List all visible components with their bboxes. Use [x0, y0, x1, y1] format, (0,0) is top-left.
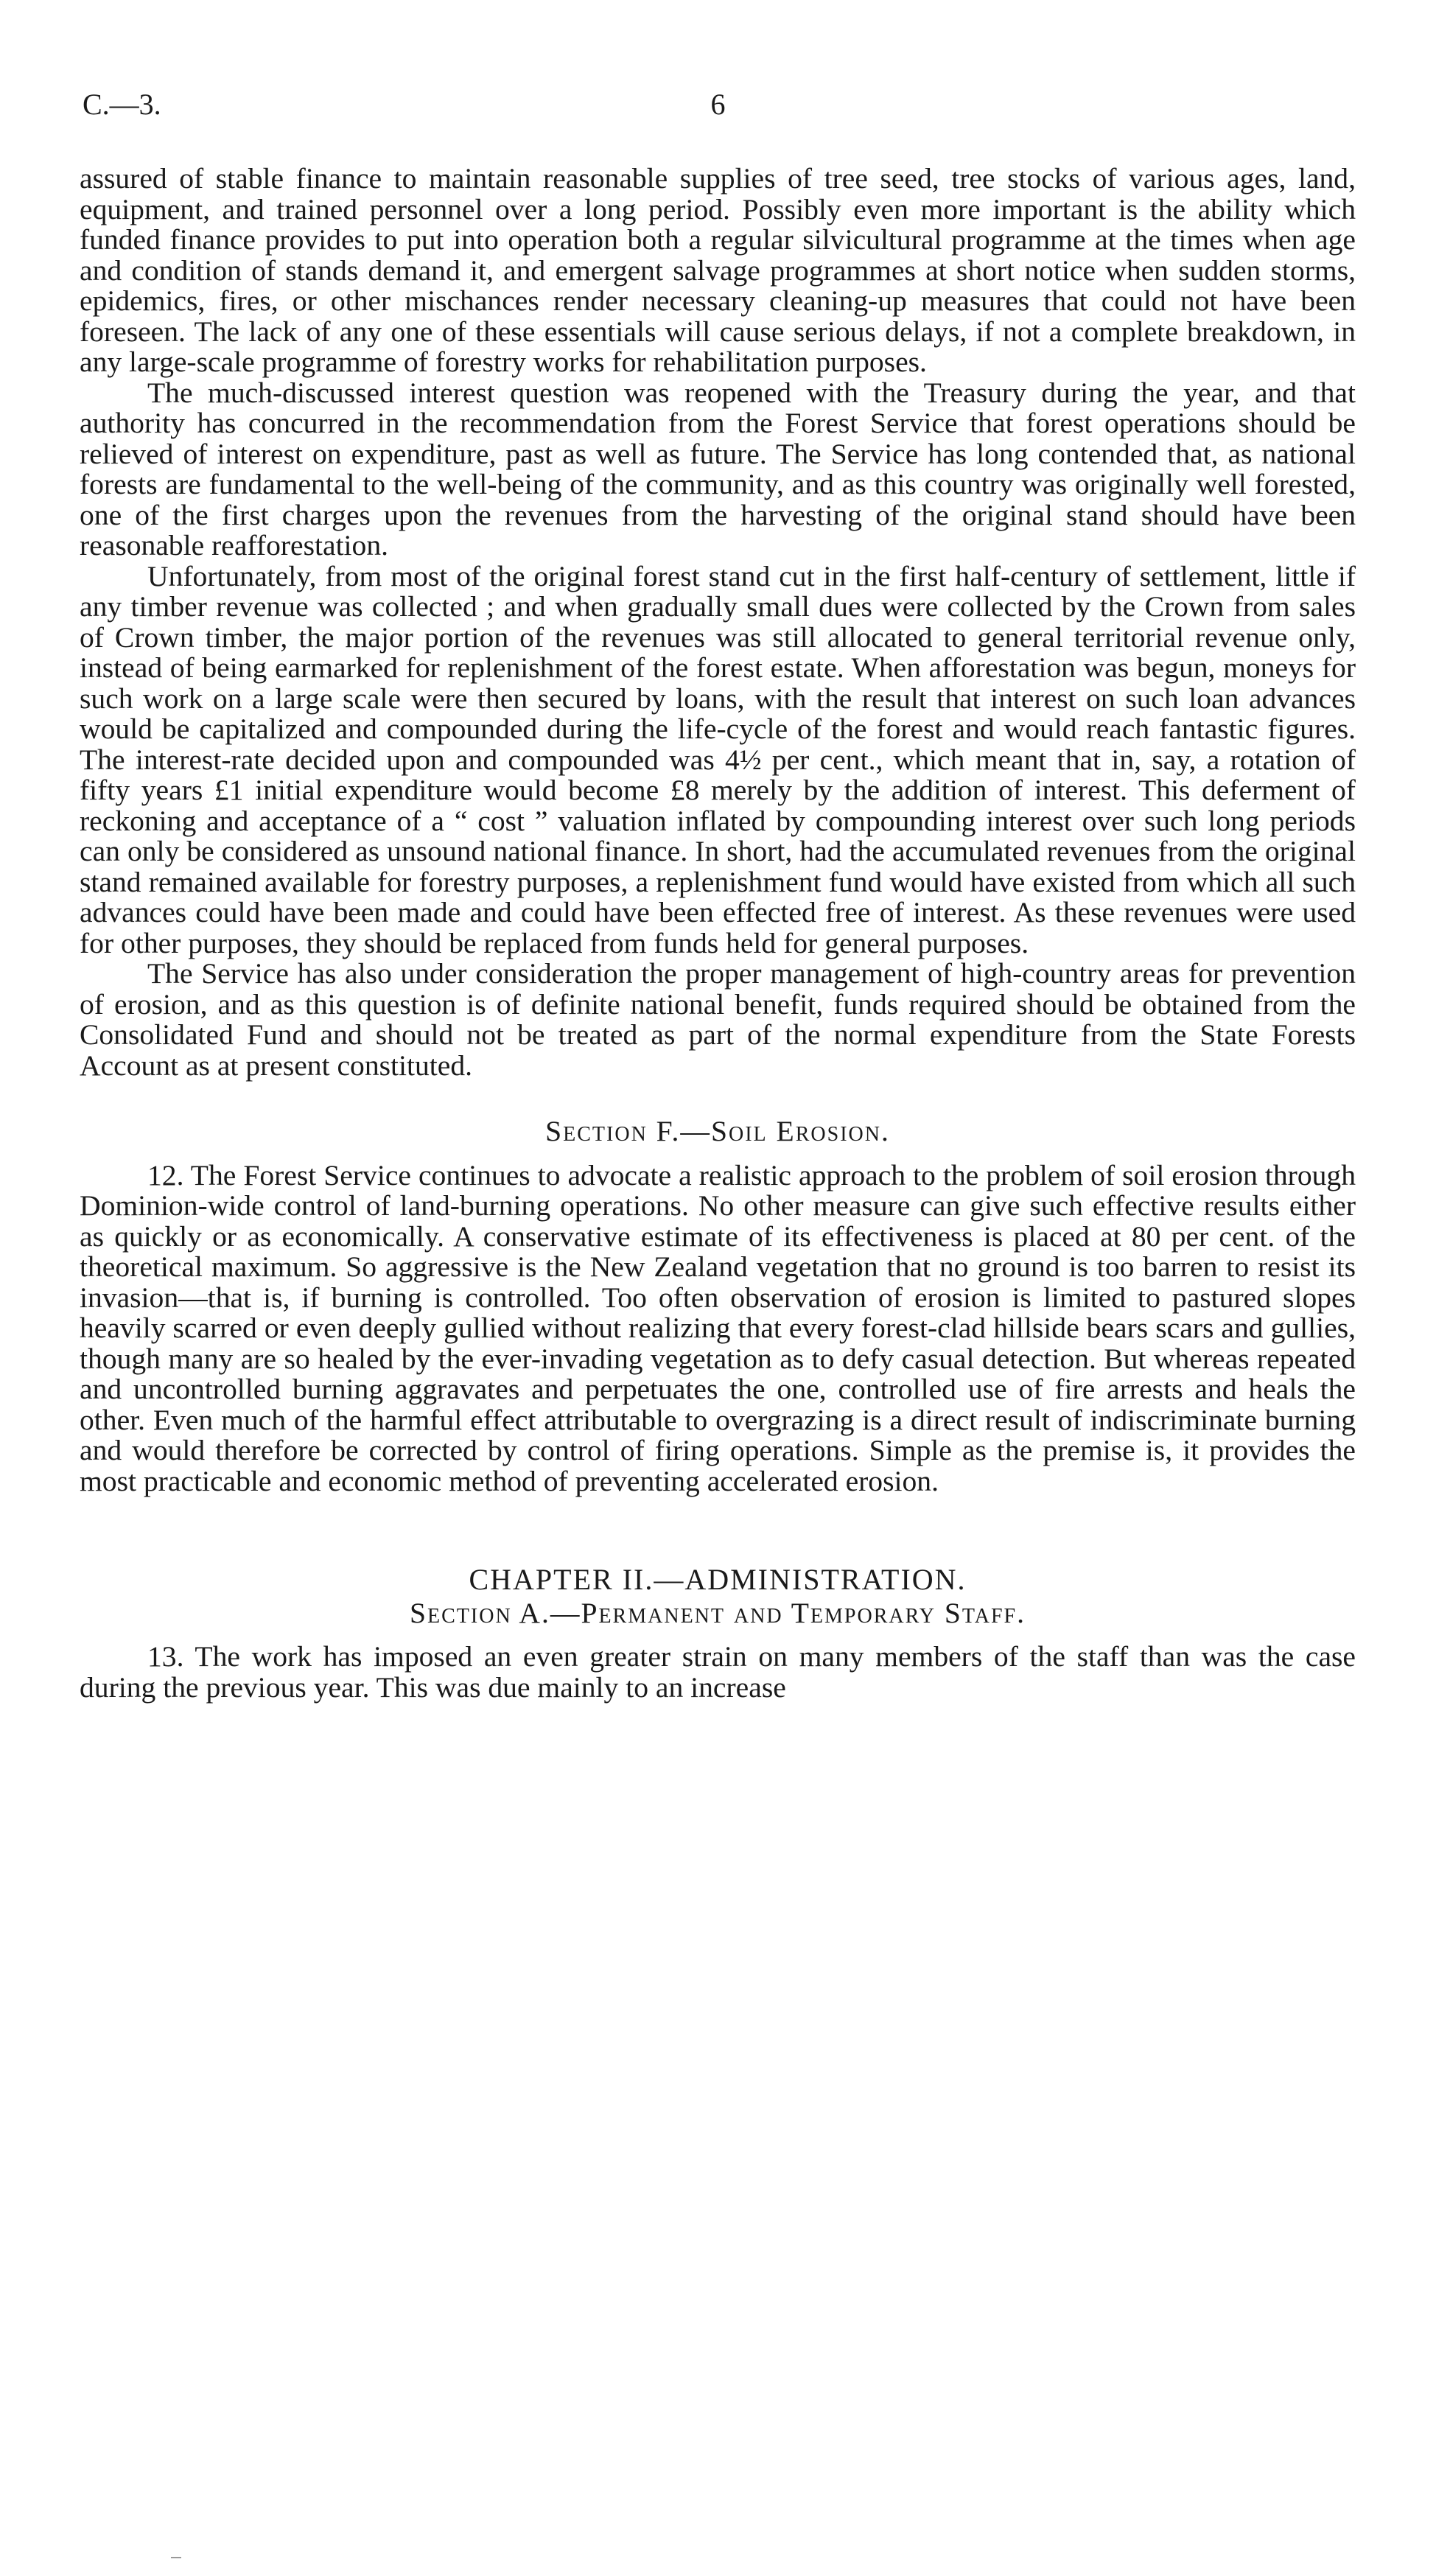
paragraph-staff-strain: 13. The work has imposed an even greater strain on many members of the staff than was the case during the previous year. This was due mainly to an increase [80, 1640, 1356, 1704]
chapter-heading-administration: CHAPTER II.—ADMINISTRATION. [469, 1563, 967, 1596]
section-heading-staff: Section A.—Permanent and Temporary Staff. [410, 1596, 1026, 1629]
paragraph-interest-question: The much-discussed interest question was reopened with the Treasury during the year, and that authority has concurred in the recommendation from the Forest Service that forest operations should be relieved of interest on expenditure, past as well as future. The Service has long contended that, as national forests are fundamental to the well-being of the community, and as this country was originally well forested, one of the first charges upon the revenues from the harvesting of the original stand should have been reasonable reafforestation. [80, 376, 1356, 561]
section-heading-soil-erosion: Section F.—Soil Erosion. [545, 1115, 890, 1147]
paragraph-funded-finance: assured of stable finance to maintain reasonable supplies of tree seed, tree stocks of various ages, land, equipment, and trained personnel over a long period. Possibly even more important is the ability which funded finance provides to put into operation both a regular silvicultural programme at the times when age and condition of stands demand it, and emergent salvage programmes at short notice when sudden storms, epidemics, fires, or other mischances render necessary cleaning-up measures that could not have been foreseen. The lack of any one of these essentials will cause serious delays, if not a complete breakdown, in any large-scale programme of forestry works for rehabilitation purposes. [80, 162, 1356, 378]
paragraph-soil-erosion: 12. The Forest Service continues to advocate a realistic approach to the problem of soil erosion through Dominion-wide control of land-burning operations. No other measure can give such effective results either as quickly or as economically. A conservative estimate of its effectiveness is placed at 80 per cent. of the theoretical maximum. So aggressive is the New Zealand vegetation that no ground is too barren to resist its invasion—that is, if burning is controlled. Too often observation of erosion is limited to pastured slopes heavily scarred or even deeply gullied without realizing that every forest-clad hillside bears scars and gullies, though many are so healed by the ever-invading vegetation as to defy casual detection. But whereas repeated and uncontrolled burning aggravates and perpetuates the one, controlled use of fire arrests and heals the other. Even much of the harmful effect attributable to overgrazing is a direct result of indiscriminate burning and would therefore be corrected by control of firing operations. Simple as the premise is, it provides the most practicable and economic method of preventing accelerated erosion. [80, 1158, 1356, 1497]
document-reference: C.—3. [83, 88, 161, 121]
spacer [80, 1081, 1356, 1116]
spacer [80, 1497, 1356, 1564]
page-mark [171, 2557, 181, 2558]
paragraph-high-country: The Service has also under consideration the proper management of high-country areas for prevention of erosion, and as this question is of definite national benefit, funds required should be obtained from the Consolidated Fund and should not be treated as part of the normal expenditure from the State Forests Account as at present constituted. [80, 957, 1356, 1082]
paragraph-timber-revenue: Unfortunately, from most of the original forest stand cut in the first half-century of settlement, little if any timber revenue was collected ; and when gradually small dues were collected by the Crown from sales of Crown timber, the major portion of the revenues was still allocated to general territorial revenue only, instead of being earmarked for replenishment of the forest estate. When afforestation was begun, moneys for such work on a large scale were then secured by loans, with the result that interest on such loan advances would be capitalized and compounded during the life-cycle of the forest and would reach fantastic figures. The interest-rate decided upon and compounded was 4½ per cent., which meant that in, say, a rotation of fifty years £1 initial expenditure would become £8 merely by the addition of interest. This deferment of reckoning and acceptance of a “ cost ” valuation inflated by compounding interest over such long periods can only be considered as unsound national finance. In short, had the accumulated revenues from the original stand remained available for forestry purposes, a replenishment fund would have existed from which all such advances could have been made and could have been effected free of interest. As these revenues were used for other purposes, they should be replaced from funds held for general purposes. [80, 559, 1356, 959]
page-body [80, 164, 1356, 1703]
spacer [80, 1147, 1356, 1161]
page-number: 6 [710, 88, 726, 121]
page-header [83, 87, 1353, 131]
